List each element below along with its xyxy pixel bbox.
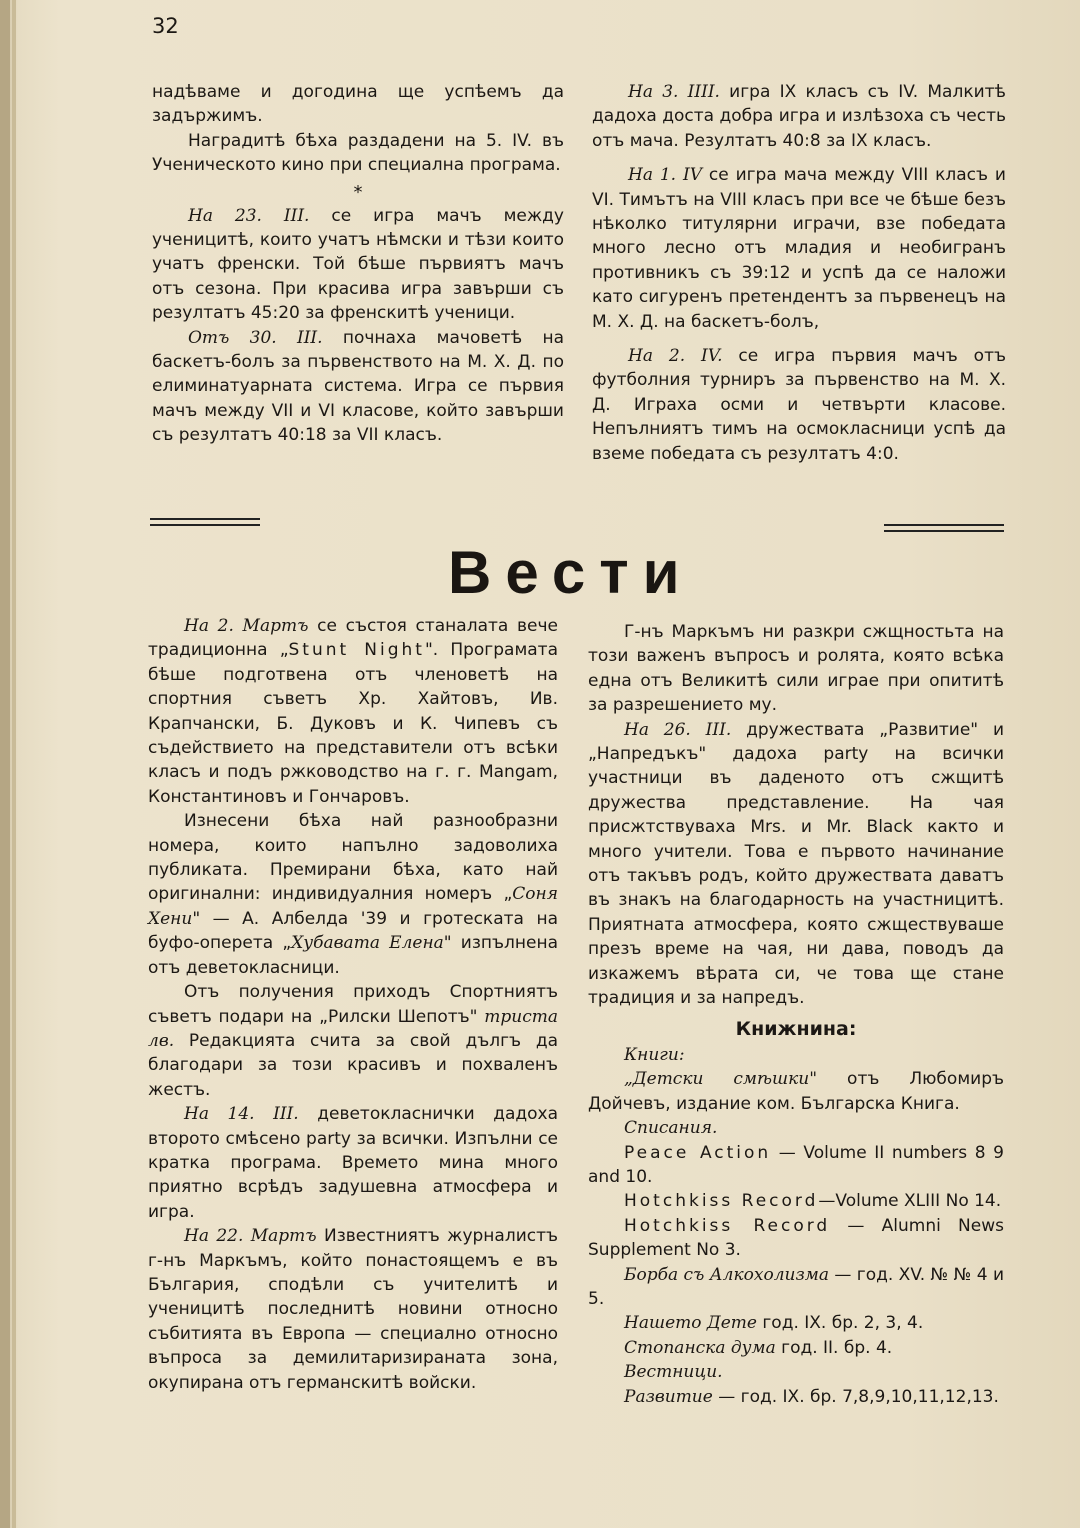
paragraph — [148, 1224, 558, 1395]
paragraph-text: се игра първия мачъ отъ футболния турниръ за първенство на М. Х. Д. Играха осми и четвърти класове. Непълниятъ тимъ на осмокласници успѣ да вземе победата съ резултатъ 4:0. — [592, 346, 1006, 464]
magazine-entry — [588, 1263, 1004, 1312]
paragraph — [152, 326, 564, 448]
paragraph — [148, 980, 558, 1102]
entry-text: —Volume XLIII No 14. — [818, 1191, 1002, 1212]
paragraph-text: се игра мачъ между ученицитѣ, които учатъ нѣмски и тѣзи които учатъ френски. Той бѣше първиятъ мачъ отъ сезона. При красива игра завърши съ резултатъ 45:20 за френскитѣ ученици. — [152, 205, 564, 324]
event-name: Stunt Night — [288, 640, 425, 661]
date: Отъ 30. III. — [188, 327, 323, 348]
newspapers-label — [588, 1360, 1004, 1384]
paragraph — [588, 718, 1004, 1011]
book-title: „Детски смѣшки" — [624, 1069, 818, 1090]
paragraph-text: Изнесени бѣха най разнообразни номера, които напълно задоволиха публиката. Премирани бѣха, като най оригинални: индивидуалния номеръ „ — [148, 811, 558, 905]
paragraph-text: Известниятъ журналистъ г-нъ Маркъмъ, който понастоящемъ е въ България, сподѣли съ учителитѣ и ученицитѣ последнитѣ новини относно събитията въ Европа — специално относно въпроса за демилитаризираната зона, окупирана отъ германскитѣ войски. — [148, 1226, 558, 1393]
divider-rule-left — [150, 518, 260, 527]
date: На 3. IIII. — [628, 82, 720, 102]
magazine-title: Hotchkiss Record — [624, 1191, 819, 1212]
entry-text: — Volume II numbers 8 9 and 10. — [588, 1142, 1004, 1187]
binding-edge — [0, 0, 10, 1528]
magazine-title: Борба съ Алкохолизма — [624, 1264, 829, 1285]
paragraph-text: игра IX класъ съ IV. Малкитѣ дадоха доста добра игра и излѣзоха съ честь отъ мача. Резултатъ 40:8 за IX класъ. — [592, 82, 1006, 151]
magazine-title: Стопанска дума — [624, 1337, 776, 1358]
act-title: Соня Хени — [148, 884, 558, 929]
bottom-right-column — [588, 620, 1004, 1409]
magazine-entry — [588, 1336, 1004, 1360]
paragraph-text: Редакцията счита за свой дългъ да благодари за този красивъ и похваленъ жестъ. — [148, 1030, 558, 1100]
magazine-title: Peace Action — [624, 1142, 772, 1163]
date: На 2. Мартъ — [184, 616, 309, 636]
date: На 14. III. — [184, 1104, 299, 1125]
paragraph-text: дружествата „Развитие" и „Напредъкъ" дадоха party на всички участници въ даденото отъ сжщитѣ дружества представление. На чая присжтствуваха Mrs. и Mr. Black както и много учители. Това е първото начинание отъ такъвъ родъ, който дружествата даватъ въ знакъ на благодарность на учаcтницитѣ. Приятната атмосфера, която сжществуваше презъ време на чая, ни дава, поводъ да изкажемъ вѣрата си, че това ще стане традиция и за напредъ. — [588, 719, 1004, 1009]
bottom-left-column — [148, 614, 558, 1395]
paragraph: надѣваме и догодина ще успѣемъ да задържимъ. — [152, 82, 564, 127]
entry-text: — Alumni News Supplement No 3. — [588, 1215, 1004, 1261]
paragraph-text: Отъ получения приходъ Спортниятъ съветъ подари на „Рилски Шепотъ" — [148, 982, 558, 1027]
date: На 2. IV. — [628, 346, 723, 367]
paragraph — [148, 809, 558, 980]
magazine-entry — [588, 1311, 1004, 1335]
magazine-entry — [588, 1189, 1004, 1213]
paragraph — [592, 163, 1006, 334]
entry-text: год. II. бр. 4. — [775, 1337, 893, 1358]
newspaper-title: Развитие — [624, 1386, 713, 1407]
paragraph-text: " — А. Албелда '39 и гротескатa на буфо-оперета „ — [148, 908, 558, 954]
paragraph-text: ". Програмата бѣше подготвена отъ членоветѣ на спортния съветъ Хр. Хайтовъ, Ив. Крапчански, Б. Дуковъ и К. Чипевъ съ съдействието на представители отъ всѣки класъ и подъ ржководство на г. г. Mangam, Константиновъ и Гончаровъ. — [148, 640, 559, 807]
paragraph — [592, 80, 1006, 153]
entry-text: — год. XV. № № 4 и 5. — [588, 1264, 1004, 1309]
books-heading: Книжнина: — [735, 1017, 857, 1040]
date: На 26. III. — [624, 719, 732, 740]
paragraph — [592, 344, 1006, 466]
magazine-entry — [588, 1214, 1004, 1263]
top-left-column — [152, 80, 564, 448]
book-entry — [588, 1067, 1004, 1116]
binding-shadow — [12, 0, 16, 1528]
label-text: Книги: — [624, 1044, 685, 1065]
paragraph — [148, 614, 558, 809]
date: На 22. Мартъ — [184, 1226, 317, 1247]
paragraph-text: почнаха мачоветѣ на баскетъ-болъ за първенството на М. Х. Д. по елиминатуарната система. Игра се първия мачъ между VII и VI класове, който завърши съ резултатъ 40:18 за VII класъ. — [152, 327, 564, 446]
newspaper-entry — [588, 1385, 1004, 1409]
date: На 1. IV — [628, 165, 702, 186]
paragraph — [148, 1102, 558, 1224]
entry-text: отъ Любомиръ Дойчевъ, издание ком. Българска Книга. — [588, 1069, 1004, 1114]
paragraph-text: " изпълнена отъ деветокласници. — [148, 933, 558, 978]
paragraph: Наградитѣ бѣха раздадени на 5. IV. въ Ученическото кино при специална програма. — [152, 130, 564, 176]
date: На 23. III. — [188, 205, 310, 226]
label-text: Вестници. — [624, 1362, 723, 1383]
paragraph: Г-нъ Маркъмъ ни разкри сжщностьта на този важенъ въпросъ и ролята, която всѣка една отъ Великитѣ сили играе при опититѣ за разрешението му. — [588, 622, 1004, 716]
books-label — [588, 1043, 1004, 1067]
divider-rule-right — [884, 524, 1004, 533]
magazine-entry — [588, 1141, 1004, 1190]
magazine-title: Нашето Дете — [624, 1313, 757, 1334]
entry-text: — год. IX. бр. 7,8,9,10,11,12,13. — [712, 1386, 999, 1407]
paragraph-text: деветокласнички дадоха второто смѣсено party за всички. Изпълни се кратка програма. Времето мина много приятно всрѣдъ задушевна атмосфера и игра. — [148, 1104, 559, 1222]
page-number: 32 — [152, 14, 179, 38]
paragraph — [152, 204, 564, 326]
paragraph-text: се игра мача между VIII класъ и VI. Тимътъ на VIII класъ при все че бѣше безъ нѣколко титулярни играчи, взе победата много лесно отъ младия и необигранъ противникъ съ 39:12 и успѣ да се наложи като сигуренъ претендентъ за първенецъ на М. Х. Д. на баскетъ-болъ, — [592, 165, 1006, 332]
label-text: Списания. — [624, 1118, 718, 1139]
separator-star: * — [353, 181, 363, 203]
paragraph-text: се състоя станалата вече традиционна „ — [148, 616, 558, 661]
act-title: Хубавата Елена — [291, 933, 444, 954]
amount: триста лв. — [148, 1006, 558, 1051]
magazines-label — [588, 1116, 1004, 1140]
section-title: Вести — [448, 539, 694, 606]
entry-text: год. IX. бр. 2, 3, 4. — [756, 1313, 924, 1334]
top-right-column — [592, 80, 1006, 466]
magazine-title: Hotchkiss Record — [624, 1215, 831, 1236]
